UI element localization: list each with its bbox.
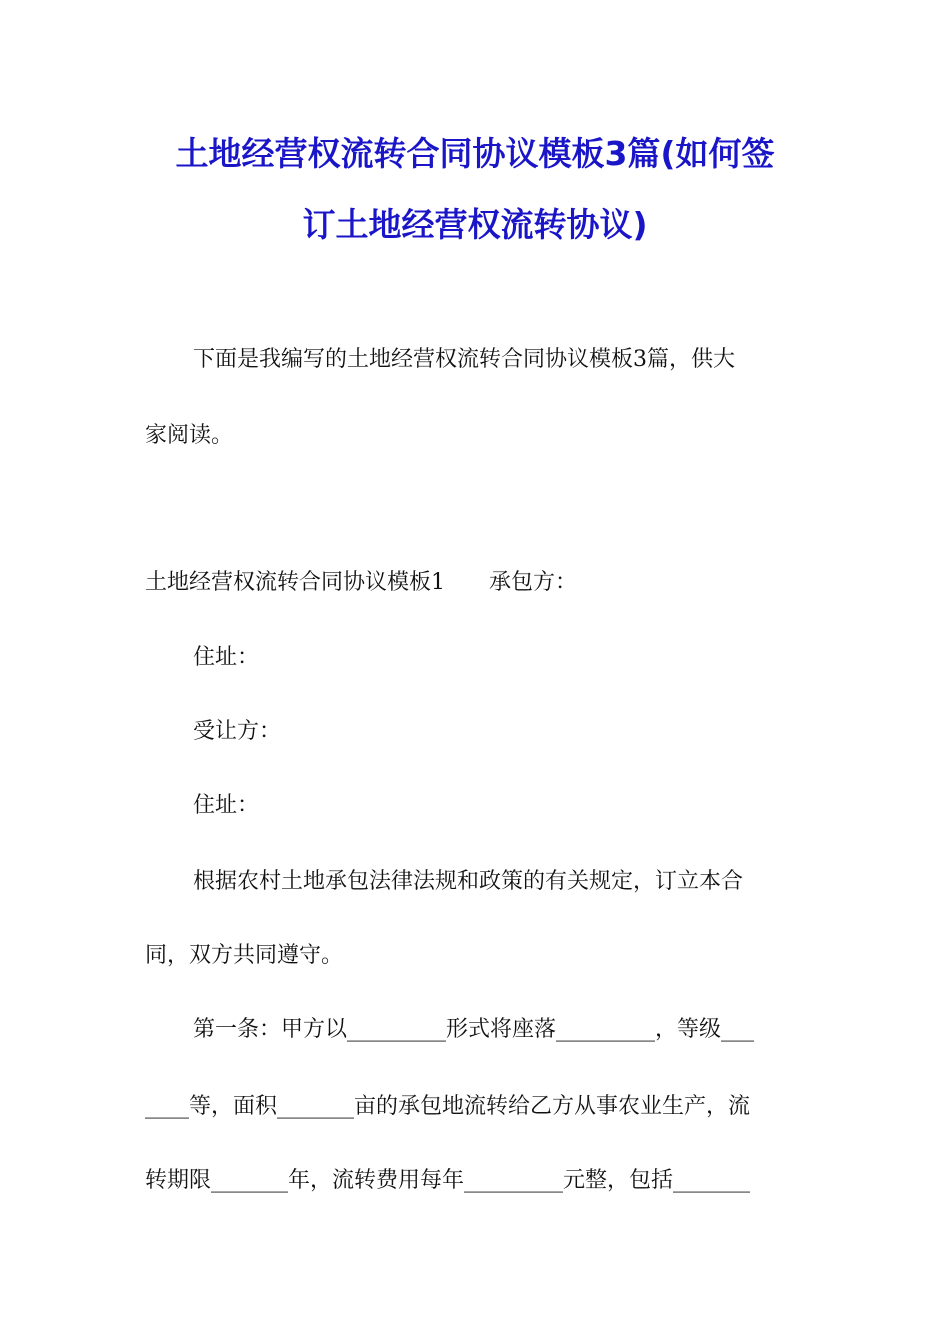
section-heading: 土地经营权流转合同协议模板1 承包方： bbox=[145, 570, 577, 595]
contractor-address-label: 住址： bbox=[193, 645, 260, 670]
document-title-line-1: 土地经营权流转合同协议模板3篇(如何签 bbox=[175, 134, 775, 173]
article-1-line-2: ____等，面积_______亩的承包地流转给乙方从事农业生产，流 bbox=[145, 1094, 751, 1119]
article-1-line-3: 转期限_______年，流转费用每年_________元整，包括_______ bbox=[145, 1168, 751, 1193]
transferee-address-label: 住址： bbox=[193, 793, 260, 818]
intro-paragraph-line-2: 家阅读。 bbox=[145, 423, 234, 448]
intro-paragraph-line-1: 下面是我编写的土地经营权流转合同协议模板3篇，供大 bbox=[193, 347, 735, 372]
basis-paragraph-line-1: 根据农村土地承包法律法规和政策的有关规定，订立本合 bbox=[193, 869, 744, 894]
basis-paragraph-line-2: 同，双方共同遵守。 bbox=[145, 943, 344, 968]
transferee-label: 受让方： bbox=[193, 719, 282, 744]
article-1-line-1: 第一条：甲方以_________形式将座落_________，等级___ bbox=[193, 1017, 755, 1042]
document-title-line-2: 订土地经营权流转协议) bbox=[302, 205, 648, 244]
